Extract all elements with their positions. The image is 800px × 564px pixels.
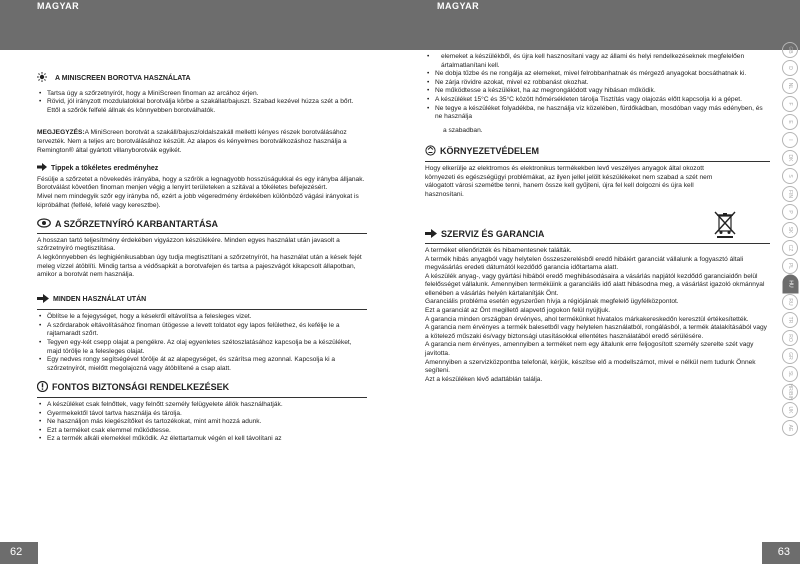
language-tab-p[interactable]: P [782,204,798,220]
language-tab-pl[interactable]: PL [782,258,798,274]
maintenance-title: A SZŐRZETNYÍRÓ KARBANTARTÁSA [55,218,218,229]
service-line: A garancia nem érvényes a termék balesetből vagy helytelen használatból, rongálásból, a termék átalakításából vagy a kötelező műszaki és/vagy biztonsági utasításokkal ellentétes használatából eredő sérülésére. [425,324,767,340]
environment-title: KÖRNYEZETVÉDELEM [440,146,540,157]
language-tab-i[interactable]: I [782,132,798,148]
note-paragraph [37,129,367,155]
list-item: • Ne tegye a készüléket folyadékba, ne használja víz közelében, fürdőkádban, mosdóban vagy más edényben, és ne használja [425,105,770,122]
left-column [37,72,367,444]
safety-section-title [37,381,367,394]
service-title: SZERVIZ ÉS GARANCIA [441,229,545,240]
maintenance-section-title [37,218,367,230]
service-line: Garanciális probléma esetén egyszerűen hívja a régiójának megfelelő ügyfélközpontot. [425,298,679,306]
usage-section-title [37,72,367,86]
list-item: • A készüléket csak felnőttek, vagy felnőtt személy felügyelete állók használhatják. [37,401,367,410]
list-item: • Ne működtesse a készüléket, ha az megrongálódott vagy hibásan működik. [425,87,770,96]
list-item: • Ez a termék alkáli elemekkel működik. Az élettartamuk végén el kell távolítani az [37,435,367,444]
section-divider [425,161,770,162]
language-tab-gr[interactable]: GR [782,348,798,364]
language-tab-hu[interactable]: HU [783,275,799,294]
environment-section-title [425,145,770,158]
environment-text: Hogy elkerülje az elektromos és elektronikus termékekben levő veszélyes anyagok által okozott környezeti és egészségügyi problémákat, az ilyen jellel jelölt készülékeket nem szabad a szét nem válogatott városi szemétbe tenni, hanem össze kell gyűjteni, újra fel kell dolgozni és újra kell hasznosítani. [425,164,713,198]
section-divider [37,233,367,234]
service-line: A garancia minden országban érvényes, ahol termékünket hivatalos márkakereskedőn keresztül értékesítették. [425,315,749,323]
language-tab-fin[interactable]: FIN [782,186,798,202]
language-tab-tr[interactable]: TR [782,312,798,328]
section-divider [37,309,367,310]
list-item: • Tegyen egy-két csepp olajat a pengékre. Az olaj egyenletes szétoszlatásához kapcsolja be a készüléket, majd törölje le a felesleges olajat. [37,339,367,356]
list-item-continued: • elemeket a készülékből, és újra kell hasznosítani vagy az állami és helyi rendelkezéseknek megfelelően ártalmatlanítani kell. [425,53,770,70]
language-tabs [781,42,800,438]
arrow-right-icon [37,294,49,307]
arrow-right-icon [425,229,437,240]
right-page-header [400,0,800,50]
list-item: • Gyermekektől távol tartva használja és tárolja. [37,410,367,419]
section-divider [425,243,770,244]
tips-line: Mivel nem mindegyik szőr egy irányba nő, ezért a jobb végeredmény érdekében különböző vágási irányokat is kipróbálhat (felfelé, lefelé vagy keresztbe). [37,192,359,209]
list-item: • Ne dobja tűzbe és ne rongálja az elemeket, mivel felrobbanhatnak és mérgező anyagokat bocsáthatnak ki. [425,70,770,79]
safety-title: FONTOS BIZTONSÁGI RENDELKEZÉSEK [52,382,230,393]
tips-section-title [37,163,367,175]
maintenance-line: A legkönnyebben és leghigiénikusabban úgy tudja megtisztítani a szőrzetnyírót, ha használat után a kések fejét meleg vízzel átöblíti. Mindig tartsa a védősapkát a borotvafejen és tartsa a pajeszvágót kikapcsolt állapotban, amikor a borotvát nem használja. [37,253,362,279]
left-header-title: MAGYAR [37,1,80,11]
right-page-number: 63 [777,546,790,558]
service-line: Azt a készüléken lévő adattáblán találja. [425,375,543,383]
eye-icon [37,218,51,230]
tips-title: Tippek a tökéletes eredményhez [51,164,159,172]
language-tab-d[interactable]: D [782,60,798,76]
after-use-title: MINDEN HASZNÁLAT UTÁN [53,295,147,303]
language-tab-ro[interactable]: RO [782,330,798,346]
service-line: A terméket ellenőrizték és hibamentesnek találták. [425,246,572,254]
note-label: MEGJEGYZÉS: [37,129,85,137]
recycle-icon [425,145,436,158]
language-tab-ae[interactable]: AE [782,420,798,436]
tips-line: Fésülje a szőrzetet a növekedés irányába, hogy a szőrök a legnagyobb hosszúságukkal és egy irányba álljanak. [37,175,365,183]
safety-list [37,401,367,444]
after-use-section-title [37,294,367,307]
language-tab-sk[interactable]: SK [782,222,798,238]
language-tab-nl[interactable]: NL [782,78,798,94]
service-line: Amennyiben a szervizközpontba telefonál, kérjük, készítse elő a modellszámot, mivel e nélkül nem tudunk Önnek segíteni. [425,358,756,375]
service-line: A készülék anyag-, vagy gyártási hibából eredő meghibásodásaira a vásárlás napjától kezdődő garanciaidőn belül felelősséget vállalunk. Amennyiben terméküink a garanciális idő alatt hibásodna meg, a vásárlást igazoló okmánnyal ellenében a vásárlás helyén kártalanítják Önt. [425,272,765,297]
left-page-footer [0,542,38,564]
language-tab-s[interactable]: S [782,168,798,184]
list-item: • A készüléket 15°C és 35°C között hőmérsékleten tárolja Tisztítás vagy olajozás előtt kapcsolja ki a gépet. [425,96,770,105]
list-item: • Ne használjon más kiegészítőket és tartozékokat, mint amit hozzá adunk. [37,418,367,427]
arrow-right-icon [37,163,47,175]
usage-list [37,90,367,116]
list-item: • Egy nedves rongy segítségével törölje át az alapegységet, és szárítsa meg azonnal. Kapcsolja ki a szőrzetnyírót, mielőtt megolajozná vagy átöblítené a csap alatt. [37,356,367,373]
language-tab-uk[interactable]: UK [782,402,798,418]
language-tab-hr-bih[interactable]: HR/BIH [782,384,798,400]
note-text: A MiniScreen borotvát a szakáll/bajusz/oldalszakáll melletti kényes részek borotválásához tervezték. Nem a teljes arc borotválásához készült. Az alapos és kényelmes borotválkozáshoz használja a Remington® által gyártott villanyborotvák egyikét. [37,129,347,154]
left-page-header [0,0,400,50]
after-use-list [37,313,367,373]
language-tab-e[interactable]: E [782,114,798,130]
usage-title: A MINISCREEN BOROTVA HASZNÁLATA [55,74,191,82]
list-item: • Ne zárja rövidre azokat, mivel ez robbanást okozhat. [425,79,770,88]
sun-icon [37,72,47,86]
list-item: • Rövid, jól irányzott mozdulatokkal borotválja körbe a szakállat/bajuszt. Szabad kezével húzza szét a bőrt. Ettől a szőrök felfelé állnak és könnyebben borotválhatók. [37,98,367,115]
list-item: • Öblítse le a fejegységet, hogy a késekről eltávolítsa a felesleges vizet. [37,313,367,322]
maintenance-line: A hosszan tartó teljesítmény érdekében vigyázzon készülékére. Minden egyes használat után javasolt a szőrzetnyíró megtisztítása. [37,236,340,253]
service-line: A termék hibás anyagból vagy helytelen összeszerelésből eredő hibáiért garanciát vállalunk a fogyasztó általi megvásárlás eredeti dátumától kezdődő garancia időtartama alatt. [425,255,744,272]
language-tab-dk[interactable]: DK [782,150,798,166]
tips-line: Borotválást követően finoman menjen végig a lenyírt területeken a szitával a tökéletes befejezésért. [37,184,328,192]
section-divider [37,397,367,398]
right-header-title: MAGYAR [437,1,480,11]
language-tab-gb[interactable]: GB [782,42,798,58]
language-tab-ru[interactable]: RU [782,294,798,310]
crossed-bin-icon [712,210,738,238]
left-page-number: 62 [10,546,23,558]
safety-continued-list [425,53,770,122]
service-line: A garancia nem érvényes, amennyiben a terméket nem egy általunk erre feljogosított személy szerelte szét vagy javította. [425,341,754,358]
language-tab-f[interactable]: F [782,96,798,112]
list-item: • Ezt a terméket csak elemmel működtesse. [37,427,367,436]
service-line: Ezt a garanciát az Önt megillető alapvető jogokon felül nyújtjuk. [425,307,611,315]
list-item: • A szőrdarabok eltávolításához finoman ütögesse a levett toldatot egy lapos felülethez, és kefélje le a rajtamaradt szőrt. [37,322,367,339]
language-tab-cz[interactable]: CZ [782,240,798,256]
safety-tail: a szabadban. [443,126,483,134]
language-tab-sl[interactable]: SL [782,366,798,382]
list-item: • Tartsa úgy a szőrzetnyírót, hogy a MiniScreen finoman az arcához érjen. [37,90,367,99]
warning-icon [37,381,48,394]
right-page-footer [762,542,800,564]
